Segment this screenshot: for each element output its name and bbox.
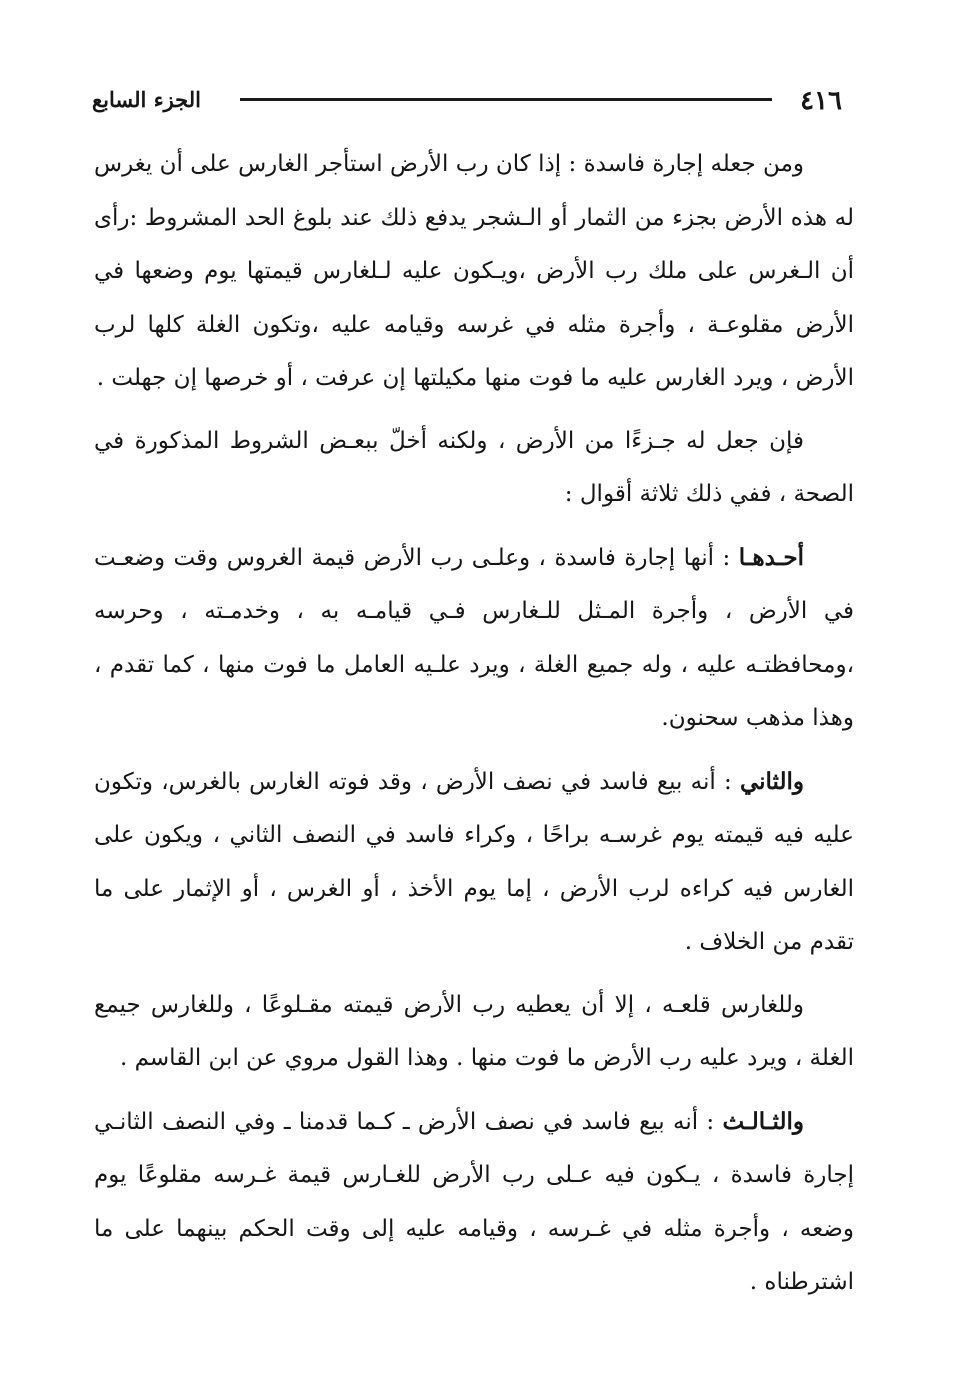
paragraph-5 bbox=[94, 979, 854, 1086]
paragraph-2-text: فإن جعل له جـزءًا من الأرض ، ولكنه أخلّ ببعـض الشروط المذكورة في الصحة ، ففي ذلك ثلاثة أقوال : bbox=[94, 427, 854, 507]
paragraph-4-text: : أنه بيع فاسد في نصف الأرض ، وقد فوته الغارس بالغرس، وتكون عليه فيه قيمته يوم غرسـه براحًا ، وكراء فاسد في النصف الثاني ، ويكون على الغارس فيه كراءه لرب الأرض ، إما يوم الأخذ ، أو الغرس ، أو الإثمار على ما تقدم من الخلاف . bbox=[94, 768, 854, 955]
paragraph-6-lead: والثـالـث bbox=[722, 1107, 804, 1135]
paragraph-5-text: وللغارس قلعـه ، إلا أن يعطيه رب الأرض قيمته مقـلوعًا ، وللغارس جيمع الغلة ، ويرد عليه رب الأرض ما فوت منها . وهذا القول مروي عن ابن القاسم . bbox=[94, 991, 854, 1071]
page-header bbox=[92, 82, 852, 122]
paragraph-4 bbox=[94, 755, 854, 970]
paragraph-3 bbox=[94, 531, 854, 746]
paragraph-4-lead: والثاني bbox=[739, 767, 804, 795]
running-title: الجزء السابع bbox=[92, 87, 201, 112]
paragraph-3-text: : أنها إجارة فاسدة ، وعلـى رب الأرض قيمة الغروس وقت وضعـت في الأرض ، وأجرة المـثل للـغارس فـي قيامـه به ، وخدمـته ، وحرسه ،ومحافظتـه عليه ، وله جميع الغلة ، ويرد علـيه العامل ما فوت منها ، كما تقدم ، وهذا مذهب سحنون. bbox=[94, 544, 854, 731]
paragraph-1-text: ومن جعله إجارة فاسدة : إذا كان رب الأرض استأجر الغارس على أن يغرس له هذه الأرض بجزء من الثمار أو الـشجر يدفع ذلك عند بلوغ الحد المشروط :رأى أن الـغرس على ملك رب الأرض ،ويـكون عليه لـلغارس قيمتها يوم وضعها في الأرض مقلوعـة ، وأجرة مثله في غرسه وقيامه عليه ،وتكون الغلة كلها لرب الأرض ، ويرد الغارس عليه ما فوت منها مكيلتها إن عرفت ، أو خرصها إن جهلت . bbox=[94, 151, 854, 391]
paragraph-6 bbox=[94, 1095, 854, 1310]
page-number: ٤١٦ bbox=[800, 86, 842, 116]
paragraph-2 bbox=[94, 415, 854, 522]
page-body bbox=[94, 138, 854, 1319]
paragraph-6-text: : أنه بيع فاسد في نصف الأرض ـ كـما قدمنا ـ وفي النصف الثانـي إجارة فاسدة ، يـكون فيه عـلى رب الأرض للغـارس قيمة غـرسه مقلوعًا يوم وضعه ، وأجرة مثله في غـرسه ، وقيامه عليه إلى وقت الحكم بينهما على ما اشترطناه . bbox=[94, 1108, 854, 1295]
paragraph-1 bbox=[94, 138, 854, 406]
paragraph-3-lead: أحـدهـا bbox=[738, 543, 804, 571]
header-rule bbox=[240, 98, 772, 101]
